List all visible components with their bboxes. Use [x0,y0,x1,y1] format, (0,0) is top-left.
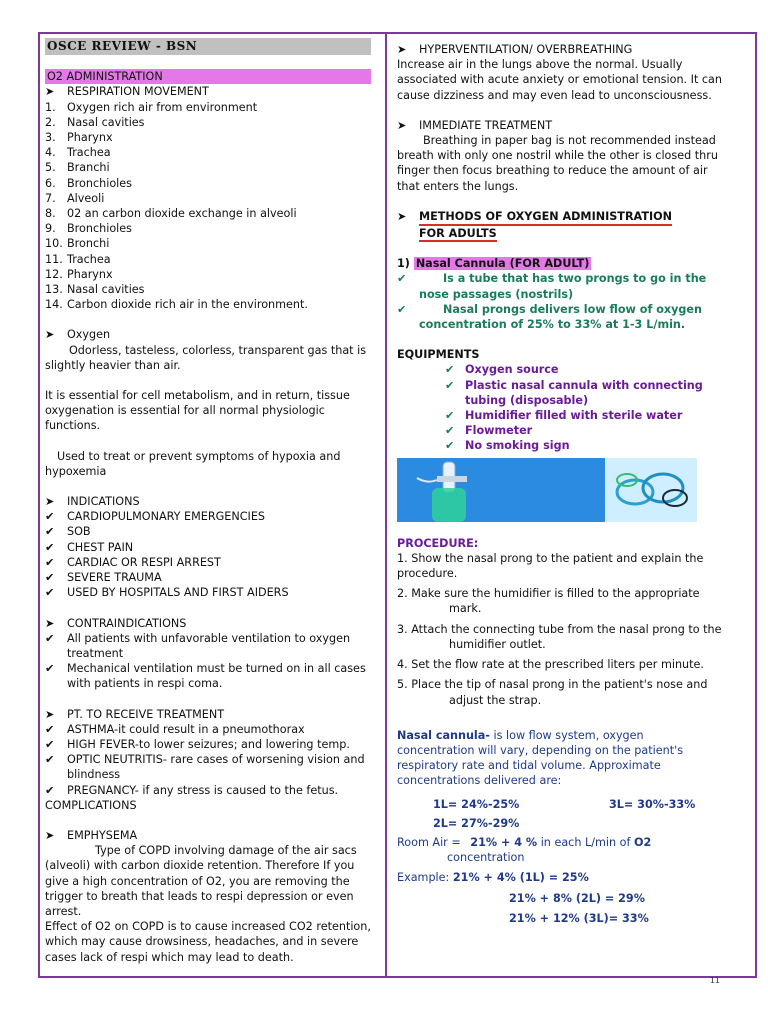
equipments-heading: EQUIPMENTS [397,348,480,362]
list-item-text: SEVERE TRAUMA [67,571,162,585]
list-item [45,509,371,524]
list-item-text: Humidifier filled with sterile water [465,409,683,423]
check-icon: ✔ [445,424,455,438]
room-air-formula: Room Air = 21% + 4 % in each L/min of O2 [397,835,652,849]
list-item-text: HIGH FEVER-to lower seizures; and lowering temp. [67,737,350,751]
immediate-treatment-heading: ➤ IMMEDIATE TREATMENT [397,118,553,132]
column-divider [385,32,387,978]
procedure-step: 4. Set the flow rate at the prescribed liters per minute. [397,658,704,672]
arrow-bullet-icon: ➤ [45,616,55,630]
list-item [45,661,371,691]
list-item-text: CARDIAC OR RESPI ARREST [67,555,221,569]
check-icon: ✔ [45,555,55,569]
list-item-text: Branchi [67,161,110,175]
oxygen-used: Used to treat or prevent symptoms of hypoxia and hypoxemia [45,449,341,478]
list-number: 8. [45,207,56,221]
list-item [445,438,723,453]
check-icon: ✔ [45,753,55,767]
nasal-cannula-points [397,271,723,332]
procedure-step: 5. Place the tip of nasal prong in the patient's nose and adjust the strap. [397,678,708,707]
arrow-bullet-icon: ➤ [397,118,407,132]
list-number: 5. [45,161,56,175]
concentration-row-1: 1L= 24%-25% 3L= 30%-33% [433,797,696,811]
list-item-text: ASTHMA-it could result in a pneumothorax [67,722,305,736]
list-item-text: Pharynx [67,131,113,145]
list-item [45,631,371,661]
check-icon: ✔ [45,631,55,645]
list-item-text: Bronchioles [67,176,132,190]
equipment-images [397,458,723,522]
right-column [397,42,723,926]
list-item-text: USED BY HOSPITALS AND FIRST AIDERS [67,586,289,600]
check-icon: ✔ [45,510,55,524]
list-number: 14. [45,298,63,312]
list-item [45,221,371,236]
oxygen-description: Odorless, tasteless, colorless, transparent gas that is slightly heavier than air. [45,343,367,372]
list-number: 6. [45,176,56,190]
list-item-text: Pharynx [67,267,113,281]
emphysema-description: Type of COPD involving damage of the air sacs (alveoli) with carbon dioxide retention. Therefore If you give a high concentration of O2, you are removing the trigger to breath that leads to respi depression or even arrest. [45,844,357,918]
list-item-text: Bronchi [67,237,110,251]
list-item [45,737,371,752]
check-icon: ✔ [397,272,407,286]
list-item-text: Trachea [67,146,111,160]
check-icon: ✔ [45,662,55,676]
immediate-treatment-description: Breathing in paper bag is not recommended instead breath with only one nostril while the other is closed thru finger then focus breathing to reduce the amount of air that enters the lungs. [397,134,718,193]
check-icon: ✔ [45,722,55,736]
check-icon: ✔ [45,571,55,585]
check-icon: ✔ [45,525,55,539]
room-air-concentration: concentration [447,851,525,865]
list-item-text: Nasal cavities [67,283,145,297]
list-item-text: Bronchioles [67,222,132,236]
list-item-text: Alveoli [67,191,105,205]
emphysema-heading: ➤ EMPHYSEMA [45,828,138,842]
check-icon: ✔ [45,737,55,751]
page-number: 11 [709,976,720,985]
list-item [45,585,371,600]
flowmeter-illustration-icon [397,458,605,522]
pt-treatment-heading: ➤ PT. TO RECEIVE TREATMENT [45,707,225,721]
respiration-heading: ➤ RESPIRATION MOVEMENT [45,85,209,99]
list-item [45,252,371,267]
indications-list [45,509,371,600]
check-icon: ✔ [445,363,455,377]
list-item [45,570,371,585]
list-item [45,524,371,539]
list-item-text: Nasal cavities [67,115,145,129]
list-item [445,378,723,408]
list-item-text: Is a tube that has two prongs to go in the nose passages (nostrils) [419,272,707,301]
procedure-list [397,551,723,708]
list-item-text: OPTIC NEUTRITIS- rare cases of worsening vision and blindness [67,753,365,782]
list-item-text: Flowmeter [465,424,533,438]
arrow-bullet-icon: ➤ [397,209,407,223]
list-number: 7. [45,191,56,205]
concentration-row-2: 2L= 27%-29% [433,816,520,830]
arrow-bullet-icon: ➤ [45,707,55,721]
list-item [45,555,371,570]
methods-heading-line2: FOR ADULTS [419,227,497,241]
list-item-text: Plastic nasal cannula with connecting tubing (disposable) [465,378,703,407]
nasal-cannula-title: 1) Nasal Cannula (FOR ADULT) [397,257,590,271]
list-item [45,100,371,115]
list-item-text: SOB [67,525,91,539]
list-item-text: CHEST PAIN [67,540,134,554]
indications-heading: ➤ INDICATIONS [45,495,140,509]
check-icon: ✔ [445,409,455,423]
list-item [45,236,371,251]
pt-treatment-list [45,722,371,798]
list-item [45,115,371,130]
respiration-steps-list [45,100,371,313]
contraindications-list [45,631,371,692]
list-item [445,423,723,438]
list-item [45,160,371,175]
procedure-step: 2. Make sure the humidifier is filled to the appropriate mark. [397,587,700,616]
check-icon: ✔ [445,439,455,453]
list-item [45,267,371,282]
list-item [45,176,371,191]
list-item-text: 02 an carbon dioxide exchange in alveoli [67,207,297,221]
page-title: OSCE REVIEW - BSN [45,38,371,55]
list-number: 4. [45,146,56,160]
list-item [445,408,723,423]
list-item [45,145,371,160]
section-o2-administration: O2 ADMINISTRATION [45,69,371,84]
list-number: 9. [45,222,56,236]
contraindications-heading: ➤ CONTRAINDICATIONS [45,616,187,630]
list-item-text: Mechanical ventilation must be turned on in all cases with patients in respi coma. [67,662,366,691]
oxygen-heading: ➤ Oxygen [45,328,111,342]
list-item-text: Nasal prongs delivers low flow of oxygen concentration of 25% to 33% at 1-3 L/min. [419,302,702,332]
list-item-text: CARDIOPULMONARY EMERGENCIES [67,510,266,524]
list-number: 2. [45,115,56,129]
list-number: 3. [45,131,56,145]
example-row-2: 21% + 8% (2L) = 29% [509,891,645,905]
list-number: 13. [45,283,63,297]
cannula-tubing-icon [605,458,697,522]
list-item [45,191,371,206]
methods-heading: ➤ METHODS OF OXYGEN ADMINISTRATION [397,209,723,226]
list-item [45,206,371,221]
arrow-bullet-icon: ➤ [397,43,407,56]
check-icon: ✔ [397,302,407,316]
procedure-heading: PROCEDURE: [397,536,479,550]
list-item-text: All patients with unfavorable ventilation to oxygen treatment [67,631,351,660]
example-row-1: Example: 21% + 4% (1L) = 25% [397,871,589,885]
arrow-bullet-icon: ➤ [45,828,55,842]
oxygen-flowmeter-image [397,458,605,522]
procedure-step: 3. Attach the connecting tube from the nasal prong to the humidifier outlet. [397,622,722,651]
list-number: 10. [45,237,63,251]
check-icon: ✔ [445,378,455,392]
list-item [45,752,371,782]
list-item [45,130,371,145]
emphysema-effect: Effect of O2 on COPD is to cause increased CO2 retention, which may cause drowsiness, headaches, and in severe cases lack of respi which may lead to death. [45,920,371,964]
list-item-text: PREGNANCY- if any stress is caused to the fetus. [67,783,339,797]
list-item [45,540,371,555]
nasal-cannula-note: Nasal cannula- is low flow system, oxygen concentration will vary, depending on the patient's respiratory rate and tidal volume. Approximate concentrations delivered are: [397,728,684,788]
list-number: 12. [45,267,63,281]
arrow-bullet-icon: ➤ [45,85,55,99]
complications-label: COMPLICATIONS [45,798,137,812]
left-column [45,38,371,965]
hyperventilation-heading: ➤ HYPERVENTILATION/ OVERBREATHING [397,43,633,56]
procedure-step: 1. Show the nasal prong to the patient and explain the procedure. [397,551,704,581]
nasal-cannula-image [605,458,697,522]
oxygen-essential: It is essential for cell metabolism, and in return, tissue oxygenation is essential for all normal physiologic functions. [45,389,350,433]
list-item [45,297,371,312]
list-number: 11. [45,252,63,266]
list-item [397,271,723,301]
list-item [45,783,371,798]
check-icon: ✔ [45,586,55,600]
arrow-bullet-icon: ➤ [45,495,55,509]
hyperventilation-description: Increase air in the lungs above the normal. Usually associated with acute anxiety or emotional tension. It can cause dizziness and may even lead to unconsciousness. [397,58,722,102]
list-item-text: Oxygen rich air from environment [67,100,258,114]
example-row-3: 21% + 12% (3L)= 33% [509,911,649,925]
list-item [445,362,723,377]
list-item [45,282,371,297]
check-icon: ✔ [45,783,55,797]
list-item-text: Oxygen source [465,363,559,377]
list-item-text: Trachea [67,252,111,266]
equipments-list [397,362,723,453]
check-icon: ✔ [45,540,55,554]
list-item [397,302,723,332]
list-number: 1. [45,100,56,114]
list-item-text: No smoking sign [465,439,570,453]
list-item-text: Carbon dioxide rich air in the environment. [67,298,308,312]
arrow-bullet-icon: ➤ [45,328,55,342]
list-item [45,722,371,737]
